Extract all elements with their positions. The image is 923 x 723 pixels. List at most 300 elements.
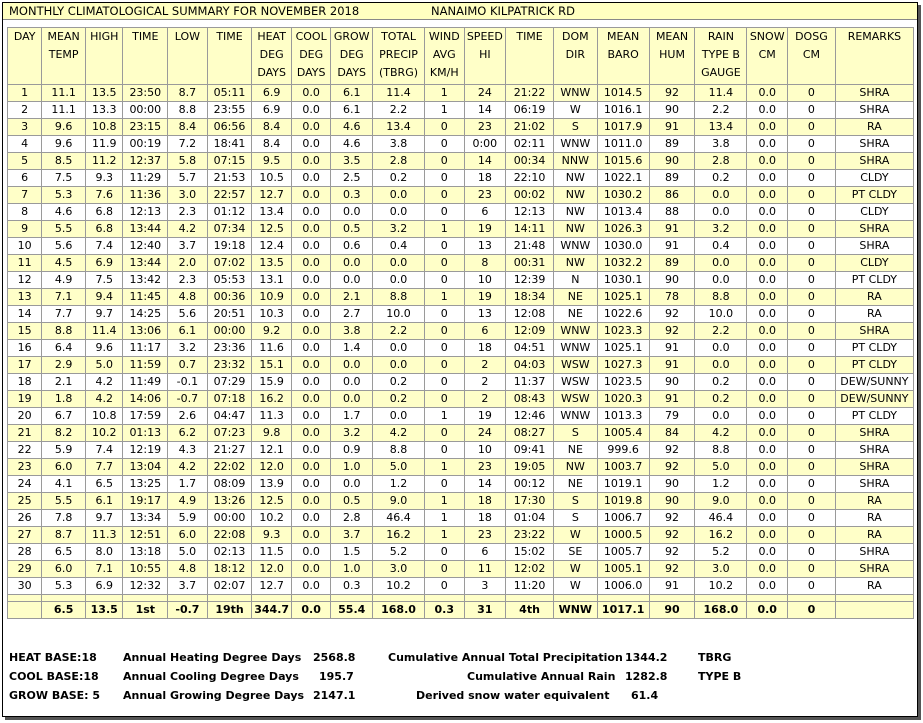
table-cell: 13:44 (123, 221, 168, 238)
table-cell: 90 (649, 102, 695, 119)
table-cell: 92 (649, 459, 695, 476)
table-cell: 22 (8, 442, 42, 459)
spacer-cell (331, 595, 373, 602)
table-cell: 0.0 (747, 102, 788, 119)
table-cell: 0.0 (747, 221, 788, 238)
table-cell: 1005.7 (597, 544, 649, 561)
table-cell: 4.2 (86, 391, 123, 408)
table-cell: 10.8 (86, 119, 123, 136)
table-cell: 1013.4 (597, 204, 649, 221)
table-body (8, 85, 914, 595)
table-cell: W (553, 561, 597, 578)
table-cell: 5.2 (695, 544, 747, 561)
table-cell: 13.4 (373, 119, 425, 136)
table-cell: 12.7 (252, 187, 292, 204)
table-cell: WNW (553, 85, 597, 102)
column-header-line: COOL (295, 30, 327, 43)
column-header-line: HIGH (90, 30, 119, 43)
table-cell: 13:06 (123, 323, 168, 340)
table-cell: 23 (464, 459, 506, 476)
table-cell: 11.4 (86, 323, 123, 340)
table-cell: 0.0 (747, 459, 788, 476)
table-cell: 0 (787, 561, 835, 578)
table-cell: NW (553, 255, 597, 272)
table-cell: S (553, 510, 597, 527)
table-cell: 6.1 (331, 102, 373, 119)
table-cell: 10.2 (252, 510, 292, 527)
spacer-cell (8, 595, 42, 602)
table-cell: 6.2 (168, 425, 208, 442)
table-cell: 8.4 (252, 119, 292, 136)
table-cell: RA (835, 119, 913, 136)
table-cell: 0.0 (291, 272, 331, 289)
table-cell: 06:56 (207, 119, 252, 136)
table-cell: 12:37 (123, 153, 168, 170)
table-cell: 0 (425, 442, 465, 459)
table-cell: 0.0 (331, 272, 373, 289)
table-cell: 0 (787, 527, 835, 544)
table-cell: 0 (787, 153, 835, 170)
report-title: MONTHLY CLIMATOLOGICAL SUMMARY FOR NOVEMBER 2018 (9, 4, 360, 18)
table-cell: 6.9 (86, 255, 123, 272)
table-cell: 0.0 (291, 374, 331, 391)
table-cell: 12:13 (123, 204, 168, 221)
table-cell: 23:32 (207, 357, 252, 374)
table-cell: 5.0 (168, 544, 208, 561)
table-cell: 12.4 (252, 238, 292, 255)
table-cell: 5 (8, 153, 42, 170)
table-cell: 0.2 (373, 391, 425, 408)
table-cell: 07:29 (207, 374, 252, 391)
table-cell: 0 (787, 578, 835, 595)
table-cell: 0.0 (291, 527, 331, 544)
table-row (8, 544, 914, 561)
table-cell: 16.2 (373, 527, 425, 544)
table-cell: 2.9 (42, 357, 86, 374)
table-cell: 0.3 (331, 578, 373, 595)
table-cell: 92 (649, 510, 695, 527)
table-cell: 0.0 (695, 255, 747, 272)
table-cell: 0 (425, 561, 465, 578)
table-cell: 07:02 (207, 255, 252, 272)
table-cell: 9.5 (252, 153, 292, 170)
table-cell: 1022.6 (597, 306, 649, 323)
table-cell: 1022.1 (597, 170, 649, 187)
table-cell: 2.2 (695, 102, 747, 119)
table-cell: 0 (425, 357, 465, 374)
table-cell: 2.2 (373, 323, 425, 340)
table-cell: 17:59 (123, 408, 168, 425)
table-cell: WNW (553, 238, 597, 255)
column-header-line: (TBRG) (379, 66, 419, 79)
table-row (8, 204, 914, 221)
table-cell: 0.0 (747, 578, 788, 595)
totals-cell (835, 602, 913, 619)
table-cell: 13.5 (86, 85, 123, 102)
table-cell: NE (553, 306, 597, 323)
table-cell: WNW (553, 136, 597, 153)
table-cell: 11:36 (123, 187, 168, 204)
table-cell: 00:34 (506, 153, 554, 170)
column-header (291, 28, 331, 85)
table-cell: 0 (787, 238, 835, 255)
table-cell: 10.2 (373, 578, 425, 595)
table-cell: 11.3 (86, 527, 123, 544)
table-cell: 10.5 (252, 170, 292, 187)
table-cell: 0.2 (695, 170, 747, 187)
table-cell: 11.6 (252, 340, 292, 357)
table-cell: 07:18 (207, 391, 252, 408)
table-cell: SHRA (835, 153, 913, 170)
table-cell: 23:22 (506, 527, 554, 544)
table-cell: 0 (787, 476, 835, 493)
title-bar (3, 3, 917, 20)
table-cell: 8.8 (373, 289, 425, 306)
table-cell: 14 (464, 476, 506, 493)
column-header-line: TOTAL (381, 30, 416, 43)
table-cell: 23:15 (123, 119, 168, 136)
table-row (8, 527, 914, 544)
cum-precip-label: Cumulative Annual Total Precipitation (388, 651, 623, 664)
table-cell: 3.0 (373, 561, 425, 578)
table-cell: NW (553, 187, 597, 204)
table-cell: 0.0 (747, 238, 788, 255)
table-cell: 12:09 (506, 323, 554, 340)
table-cell: 6 (464, 544, 506, 561)
table-cell: 0.4 (373, 238, 425, 255)
table-cell: 0.0 (291, 493, 331, 510)
table-row (8, 459, 914, 476)
totals-cell: 0.0 (291, 602, 331, 619)
table-cell: WNW (553, 340, 597, 357)
table-cell: 92 (649, 442, 695, 459)
table-cell: 0.0 (291, 204, 331, 221)
table-cell: 4.9 (168, 493, 208, 510)
totals-cell: 344.7 (252, 602, 292, 619)
table-cell: 23 (464, 527, 506, 544)
totals-cell: 13.5 (86, 602, 123, 619)
table-cell: 11:17 (123, 340, 168, 357)
table-cell: 0 (425, 476, 465, 493)
cum-rain-label: Cumulative Annual Rain (467, 670, 616, 683)
table-cell: 11 (464, 561, 506, 578)
table-cell: 07:23 (207, 425, 252, 442)
table-cell: 12:46 (506, 408, 554, 425)
table-cell: 15.9 (252, 374, 292, 391)
table-cell: SHRA (835, 544, 913, 561)
spacer-cell (695, 595, 747, 602)
table-cell: 08:43 (506, 391, 554, 408)
table-cell: 23:55 (207, 102, 252, 119)
table-cell: 0 (425, 306, 465, 323)
table-cell: 7.2 (168, 136, 208, 153)
table-cell: 13:18 (123, 544, 168, 561)
table-cell: 0 (787, 425, 835, 442)
table-cell: 14 (464, 153, 506, 170)
table-cell: 0 (787, 136, 835, 153)
table-cell: 11.4 (373, 85, 425, 102)
table-cell: 20 (8, 408, 42, 425)
table-cell: 7.6 (86, 187, 123, 204)
table-cell: 0 (425, 340, 465, 357)
table-cell: 9.3 (252, 527, 292, 544)
table-cell: 9.6 (42, 136, 86, 153)
table-cell: 18 (464, 493, 506, 510)
totals-cell: WNW (553, 602, 597, 619)
column-header-line: TIME (132, 30, 159, 43)
table-cell: 1025.1 (597, 289, 649, 306)
table-cell: 1032.2 (597, 255, 649, 272)
table-cell: 3.0 (168, 187, 208, 204)
table-cell: 4.8 (168, 289, 208, 306)
table-cell: RA (835, 510, 913, 527)
table-cell: 4.2 (168, 459, 208, 476)
table-cell: 0 (787, 408, 835, 425)
column-header (787, 28, 835, 85)
table-cell: 0.7 (168, 357, 208, 374)
table-cell: 9.7 (86, 510, 123, 527)
cum-precip-value: 1344.2 (625, 651, 668, 664)
grow-base: GROW BASE: 5 (9, 689, 101, 702)
table-header (8, 28, 914, 85)
table-cell: 1000.5 (597, 527, 649, 544)
table-cell: 0 (425, 272, 465, 289)
table-cell: 11:20 (506, 578, 554, 595)
table-cell: 13:44 (123, 255, 168, 272)
table-cell: 0 (787, 374, 835, 391)
table-cell: 0.5 (331, 221, 373, 238)
spacer-cell (464, 595, 506, 602)
table-cell: SHRA (835, 102, 913, 119)
spacer-cell (291, 595, 331, 602)
table-cell: 8.8 (695, 442, 747, 459)
table-cell: 14:06 (123, 391, 168, 408)
column-header-line: SNOW (749, 30, 785, 43)
table-cell: 18 (8, 374, 42, 391)
table-cell: 2.8 (373, 153, 425, 170)
table-cell: 11:45 (123, 289, 168, 306)
spacer-cell (373, 595, 425, 602)
table-cell: 0.0 (747, 170, 788, 187)
column-header-line: DEG (299, 48, 324, 61)
spacer-cell (506, 595, 554, 602)
table-cell: 0 (425, 238, 465, 255)
table-cell: 7.4 (86, 442, 123, 459)
table-row (8, 357, 914, 374)
table-cell: 0 (425, 323, 465, 340)
table-row (8, 391, 914, 408)
table-cell: 0.0 (373, 204, 425, 221)
table-cell: 02:07 (207, 578, 252, 595)
table-cell: 3.8 (373, 136, 425, 153)
table-cell: 18:12 (207, 561, 252, 578)
table-cell: 0.0 (373, 255, 425, 272)
table-cell: 8.7 (42, 527, 86, 544)
table-cell: SHRA (835, 459, 913, 476)
table-cell: 1020.3 (597, 391, 649, 408)
table-cell: 92 (649, 306, 695, 323)
table-row (8, 340, 914, 357)
table-cell: 1030.1 (597, 272, 649, 289)
table-cell: 2 (464, 391, 506, 408)
table-cell: 92 (649, 323, 695, 340)
table-cell: 13.5 (252, 255, 292, 272)
table-cell: 1 (425, 102, 465, 119)
table-cell: 0 (787, 255, 835, 272)
table-cell: 3.7 (331, 527, 373, 544)
table-cell: 2.2 (695, 323, 747, 340)
table-cell: 1.0 (331, 459, 373, 476)
table-cell: 4.2 (86, 374, 123, 391)
table-cell: 9.8 (252, 425, 292, 442)
table-cell: 1 (425, 85, 465, 102)
table-cell: RA (835, 578, 913, 595)
column-header-line: TEMP (48, 48, 79, 61)
table-cell: 00:19 (123, 136, 168, 153)
annual-cooling-label: Annual Cooling Degree Days (123, 670, 299, 683)
column-header (464, 28, 506, 85)
table-cell: 0.0 (695, 272, 747, 289)
table-cell: 1006.0 (597, 578, 649, 595)
column-header (649, 28, 695, 85)
table-cell: 0.0 (695, 204, 747, 221)
table-cell: 12:13 (506, 204, 554, 221)
table-cell: 0.0 (291, 510, 331, 527)
table-cell: 23 (464, 187, 506, 204)
table-cell: 26 (8, 510, 42, 527)
table-cell: 0.0 (747, 306, 788, 323)
table-cell: 05:11 (207, 85, 252, 102)
table-cell: 0.0 (747, 561, 788, 578)
table-cell: 6.0 (42, 459, 86, 476)
table-cell: 92 (649, 561, 695, 578)
table-cell: 0.0 (747, 408, 788, 425)
table-cell: 89 (649, 170, 695, 187)
table-cell: S (553, 425, 597, 442)
table-cell: 91 (649, 578, 695, 595)
table-cell: 0.0 (747, 493, 788, 510)
table-row (8, 578, 914, 595)
table-cell: 0.0 (747, 272, 788, 289)
table-cell: 0.0 (291, 170, 331, 187)
table-cell: 21:22 (506, 85, 554, 102)
table-cell: 0.3 (331, 187, 373, 204)
table-cell: 2.8 (695, 153, 747, 170)
totals-cell: 55.4 (331, 602, 373, 619)
heat-base: HEAT BASE:18 (9, 651, 97, 664)
table-cell: 0.4 (695, 238, 747, 255)
cum-rain-value: 1282.8 (625, 670, 668, 683)
table-cell: 21 (8, 425, 42, 442)
table-cell: 8 (8, 204, 42, 221)
table-cell: 1014.5 (597, 85, 649, 102)
table-cell: 6.9 (86, 578, 123, 595)
table-cell: 10 (464, 272, 506, 289)
table-cell: 9.3 (86, 170, 123, 187)
table-cell: 0.0 (373, 340, 425, 357)
table-cell: 92 (649, 544, 695, 561)
table-cell: 11 (8, 255, 42, 272)
table-cell: 15:02 (506, 544, 554, 561)
table-cell: 18:41 (207, 136, 252, 153)
table-cell: 04:51 (506, 340, 554, 357)
table-cell: 1 (425, 459, 465, 476)
table-cell: 0 (787, 306, 835, 323)
table-cell: 1 (425, 221, 465, 238)
table-cell: 0.0 (291, 136, 331, 153)
column-header-line: HUM (659, 48, 685, 61)
table-cell: W (553, 578, 597, 595)
column-header-line: DAYS (337, 66, 367, 79)
totals-cell: 0 (787, 602, 835, 619)
table-cell: 13.4 (695, 119, 747, 136)
table-cell: CLDY (835, 204, 913, 221)
table-cell: 1013.3 (597, 408, 649, 425)
table-cell: 0.0 (291, 442, 331, 459)
table-cell: 0.0 (331, 357, 373, 374)
table-cell: 1023.3 (597, 323, 649, 340)
annual-heating-label: Annual Heating Degree Days (123, 651, 302, 664)
table-cell: 12.7 (252, 578, 292, 595)
column-header-line: DAYS (257, 66, 286, 79)
table-row (8, 102, 914, 119)
table-cell: 1023.5 (597, 374, 649, 391)
column-header-line: GROW (333, 30, 370, 43)
table-cell: 4 (8, 136, 42, 153)
table-cell: 1019.1 (597, 476, 649, 493)
table-cell: 4.2 (695, 425, 747, 442)
table-cell: 20:51 (207, 306, 252, 323)
table-cell: 12.1 (252, 442, 292, 459)
table-cell: 5.5 (42, 221, 86, 238)
table-cell: N (553, 272, 597, 289)
table-cell: 16.2 (695, 527, 747, 544)
table-cell: 2.3 (168, 204, 208, 221)
table-cell: 13:26 (207, 493, 252, 510)
table-cell: SHRA (835, 323, 913, 340)
column-header-line: DEG (339, 48, 364, 61)
table-cell: 4.2 (373, 425, 425, 442)
table-cell: SHRA (835, 425, 913, 442)
table-cell: 24 (464, 85, 506, 102)
table-cell: 0.0 (373, 187, 425, 204)
column-header-line: TYPE B (701, 48, 740, 61)
climate-summary-sheet (2, 2, 918, 717)
table-cell: 0 (787, 340, 835, 357)
table-cell: 2.8 (331, 510, 373, 527)
column-header-line: MEAN (655, 30, 689, 43)
table-cell: 0.6 (331, 238, 373, 255)
table-row (8, 255, 914, 272)
table-cell: 0.0 (747, 340, 788, 357)
table-cell: 0.0 (331, 204, 373, 221)
table-cell: 79 (649, 408, 695, 425)
table-cell: 15.1 (252, 357, 292, 374)
annual-cooling-value: 195.7 (319, 670, 354, 683)
table-cell: 0.9 (331, 442, 373, 459)
table-cell: S (553, 119, 597, 136)
climate-table (7, 27, 914, 619)
table-cell: 19 (464, 289, 506, 306)
spacer-cell (86, 595, 123, 602)
table-cell: 0.0 (291, 306, 331, 323)
table-cell: 23:36 (207, 340, 252, 357)
table-cell: 7.5 (86, 272, 123, 289)
table-cell: 12:19 (123, 442, 168, 459)
table-cell: 22:10 (506, 170, 554, 187)
table-row (8, 442, 914, 459)
column-header-line: CM (802, 48, 820, 61)
